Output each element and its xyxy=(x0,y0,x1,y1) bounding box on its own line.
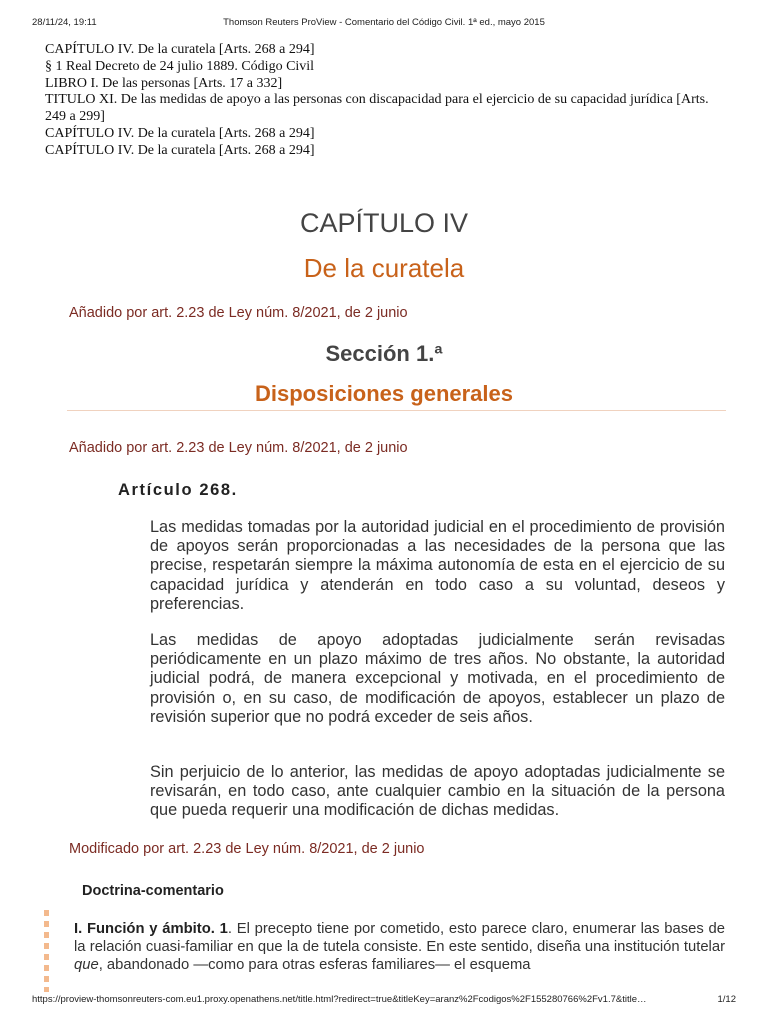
breadcrumb-item[interactable]: CAPÍTULO IV. De la curatela [Arts. 268 a 294] xyxy=(45,125,315,141)
section-divider xyxy=(67,410,726,411)
commentary-italic: que xyxy=(74,957,99,973)
section-amendment-note: Añadido por art. 2.23 de Ley núm. 8/2021, de 2 junio xyxy=(69,440,408,456)
commentary-side-marker xyxy=(44,910,49,992)
article-paragraph: Las medidas tomadas por la autoridad judicial en el procedimiento de provisión de apoyos serán proporcionadas a las necesidades de la persona que las precise, respetarán siempre la máxima autonomía de esta en el ejercicio de su capacidad jurídica y atenderán en todo caso a su voluntad, deseos y preferencias. xyxy=(150,518,725,613)
breadcrumb-item[interactable]: § 1 Real Decreto de 24 julio 1889. Código Civil xyxy=(45,58,315,74)
commentary-text xyxy=(74,920,725,974)
section-number: Sección 1.ª xyxy=(325,341,443,366)
commentary-body-continued: , abandonado —como para otras esferas familiares— el esquema xyxy=(98,957,531,973)
breadcrumb-item[interactable]: LIBRO I. De las personas [Arts. 17 a 332] xyxy=(45,75,283,91)
chapter-amendment-note: Añadido por art. 2.23 de Ley núm. 8/2021, de 2 junio xyxy=(69,305,408,321)
article-paragraph: Sin perjuicio de lo anterior, las medidas de apoyo adoptadas judicialmente se revisarán, en todo caso, ante cualquier cambio en la situación de la persona que pueda requerir una modificación de dichas medidas. xyxy=(150,763,725,820)
article-paragraph: Las medidas de apoyo adoptadas judicialmente serán revisadas periódicamente en un plazo máximo de tres años. No obstante, la autoridad judicial podrá, de manera excepcional y motivada, en el procedimiento de provisión o, en su caso, de modificación de apoyos, establecer un plazo de revisión superior que no podrá exceder de seis años. xyxy=(150,631,725,726)
breadcrumb-item[interactable]: CAPÍTULO IV. De la curatela [Arts. 268 a 294] xyxy=(45,142,315,158)
commentary-heading: Doctrina-comentario xyxy=(82,883,224,899)
print-header xyxy=(32,17,736,31)
breadcrumb-item[interactable]: CAPÍTULO IV. De la curatela [Arts. 268 a 294] xyxy=(45,42,315,57)
page-counter: 1/12 xyxy=(717,994,736,1005)
print-title: Thomson Reuters ProView - Comentario del Código Civil. 1ª ed., mayo 2015 xyxy=(223,17,545,28)
section-title: Disposiciones generales xyxy=(255,381,513,406)
breadcrumb-item[interactable]: TITULO XI. De las medidas de apoyo a las personas con discapacidad para el ejercicio de su capacidad jurídica [Arts. 249 a 299] xyxy=(45,92,709,125)
commentary-lead: I. Función y ámbito. 1 xyxy=(74,921,228,937)
article-title: Artículo 268. xyxy=(118,481,238,499)
commentary-body: . El precepto tiene por cometido, esto parece claro, enumerar las bases de la relación cuasi-familiar en que la de tutela consiste. En este sentido, diseña una institución tutelar xyxy=(74,921,725,955)
print-url: https://proview-thomsonreuters-com.eu1.proxy.openathens.net/title.html?redirect=true&titleKey=aranz%2Fcodigos%2F155280766%2Fv1.7&title… xyxy=(32,994,647,1005)
print-datetime: 28/11/24, 19:11 xyxy=(32,17,97,28)
article-modification-note: Modificado por art. 2.23 de Ley núm. 8/2021, de 2 junio xyxy=(69,841,425,857)
chapter-number: CAPÍTULO IV xyxy=(299,208,469,238)
breadcrumb xyxy=(45,42,725,160)
chapter-title: De la curatela xyxy=(303,253,465,283)
print-footer xyxy=(32,994,736,1008)
